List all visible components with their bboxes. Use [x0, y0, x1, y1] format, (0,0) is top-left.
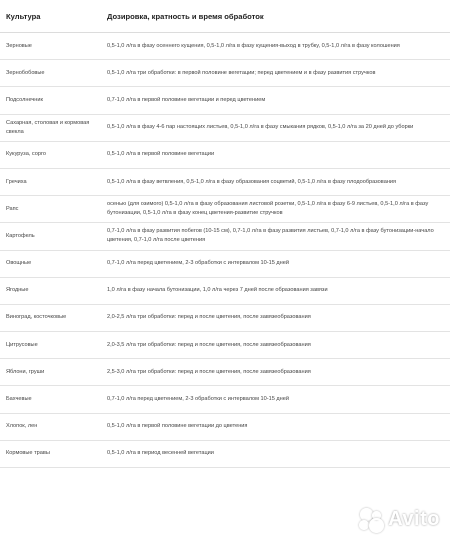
dosage-cell: 0,5-1,0 л/га в первой половине вегетации: [107, 151, 215, 158]
table-header: [0, 0, 450, 33]
culture-cell: Картофель: [6, 232, 35, 239]
culture-cell: Сахарная, столовая и кормовая свекла: [6, 119, 90, 135]
dosage-cell: 1,0 л/га в фазу начала бутонизации, 1,0 л/га через 7 дней после образования завязи: [107, 287, 328, 294]
dosage-cell: 0,5-1,0 л/га в период весенней вегетации: [107, 450, 214, 457]
dosage-cell: 0,7-1,0 л/га в первой половине вегетации и перед цветением: [107, 96, 266, 103]
dosage-cell: 0,7-1,0 л/га перед цветением, 2-3 обработки с интервалом 10-15 дней: [107, 396, 290, 403]
dosage-cell: осенью (для озимого) 0,5-1,0 л/га в фазу образования листовой розетки, 0,5-1,0 л/га в фазу 6-9 листьев, 0,5-1,0 л/га в фазу бутонизации, 0,5-1,0 л/га в фазу конец цветения-развитие стручков: [107, 201, 429, 217]
table-row: [0, 60, 450, 87]
table-row: [0, 278, 450, 305]
culture-cell: Кормовые травы: [6, 450, 50, 457]
watermark-text: Avito: [388, 507, 440, 530]
table-row: [0, 251, 450, 278]
table-row: [0, 223, 450, 250]
avito-watermark: [358, 506, 440, 532]
table-row: [0, 414, 450, 441]
culture-cell: Зерновые: [6, 42, 32, 49]
culture-cell: Кукуруза, сорго: [6, 151, 47, 158]
table-row: [0, 169, 450, 196]
dosage-cell: 0,5-1,0 л/га три обработки: в первой половине вегетации; перед цветением и в фазу развития стручков: [107, 69, 376, 76]
culture-cell: Рапс: [6, 205, 19, 212]
table-row: [0, 87, 450, 114]
dosage-cell: 0,5-1,0 л/га в фазу 4-6 пар настоящих листьев, 0,5-1,0 л/га в фазу смыкания рядков, 0,5-1,0 л/га за 20 дней до уборки: [107, 124, 414, 131]
table-row: [0, 115, 450, 142]
dosage-cell: 2,0-2,5 л/га три обработки: перед и после цветения, после завязеобразования: [107, 314, 311, 321]
table-row: [0, 359, 450, 386]
table-row: [0, 441, 450, 468]
culture-cell: Виноград, косточковые: [6, 314, 67, 321]
table-row: [0, 196, 450, 223]
culture-cell: Бахчевые: [6, 396, 32, 403]
culture-cell: Хлопок, лен: [6, 423, 38, 430]
culture-cell: Гречиха: [6, 178, 27, 185]
dosage-cell: 2,5-3,0 л/га три обработки: перед и после цветения, после завязеобразования: [107, 368, 311, 375]
table-row: [0, 386, 450, 413]
table-row: [0, 332, 450, 359]
table-row: [0, 305, 450, 332]
avito-logo-icon: [358, 506, 384, 532]
dosage-cell: 0,5-1,0 л/га в фазу осеннего кущения, 0,5-1,0 л/га в фазу кущения-выход в трубку, 0,5-1,0 л/га в фазу колошения: [107, 42, 400, 49]
table-row: [0, 33, 450, 60]
dosage-cell: 0,7-1,0 л/га в фазу развития побегов (10-15 см), 0,7-1,0 л/га в фазу развития листьев, 0,7-1,0 л/га в фазу бутонизации-начало цветения, 0,7-1,0 л/га после цветения: [107, 228, 434, 244]
culture-cell: Овощные: [6, 260, 32, 267]
culture-cell: Цитрусовые: [6, 341, 38, 348]
dosage-cell: 0,7-1,0 л/га перед цветением, 2-3 обработки с интервалом 10-15 дней: [107, 260, 290, 267]
culture-cell: Зернобобовые: [6, 69, 45, 76]
dosage-cell: 2,0-3,5 л/га три обработки: перед и после цветения, после завязеобразования: [107, 341, 311, 348]
table-body: [0, 33, 450, 468]
header-dosage: Дозировка, кратность и время обработок: [107, 11, 264, 21]
header-culture: Культура: [6, 11, 41, 21]
culture-cell: Подсолнечник: [6, 96, 43, 103]
dosage-cell: 0,5-1,0 л/га в первой половине вегетации до цветения: [107, 423, 248, 430]
dosage-cell: 0,5-1,0 л/га в фазу ветвления, 0,5-1,0 л/га в фазу образования соцветий, 0,5-1,0 л/га в фазу плодообразования: [107, 178, 397, 185]
culture-cell: Яблони, груши: [6, 368, 45, 375]
table-row: [0, 142, 450, 169]
culture-cell: Ягодные: [6, 287, 29, 294]
